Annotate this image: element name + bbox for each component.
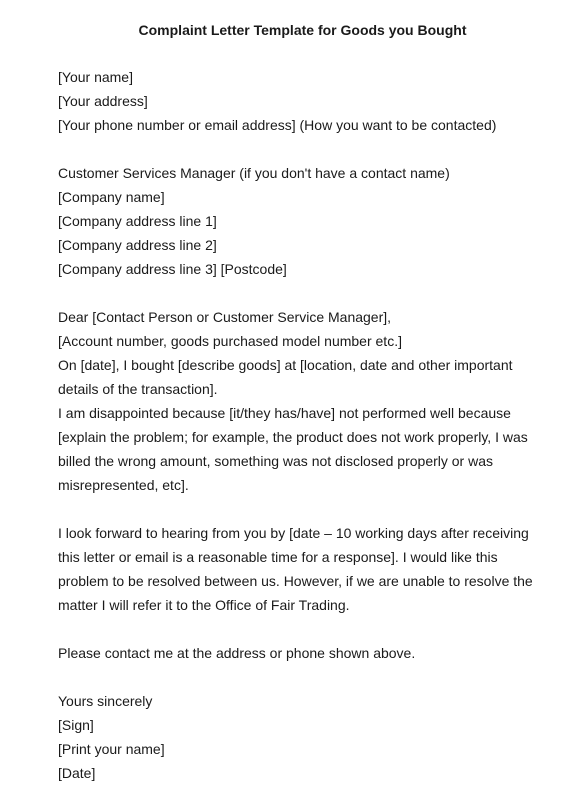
salutation: Dear [Contact Person or Customer Service Manager], xyxy=(58,309,392,325)
complaint-block xyxy=(58,305,578,497)
letter-body xyxy=(58,65,578,809)
purchase-details-line: details of the transaction]. xyxy=(58,381,218,397)
sender-block xyxy=(58,65,578,137)
problem-description-line: billed the wrong amount, something was not disclosed properly or was xyxy=(58,453,494,469)
purchase-details-line: On [date], I bought [describe goods] at [location, date and other important xyxy=(58,357,513,373)
sender-address: [Your address] xyxy=(58,93,148,109)
request-line: problem to be resolved between us. However, if we are unable to resolve the xyxy=(58,573,533,589)
contact-line: Please contact me at the address or phone shown above. xyxy=(58,645,416,661)
problem-description-line: [explain the problem; for example, the product does not work properly, I was xyxy=(58,429,528,445)
recipient-title: Customer Services Manager (if you don't have a contact name) xyxy=(58,165,450,181)
recipient-block xyxy=(58,161,578,281)
account-reference: [Account number, goods purchased model number etc.] xyxy=(58,333,402,349)
contact-block xyxy=(58,641,578,665)
sender-name: [Your name] xyxy=(58,69,133,85)
request-line: I look forward to hearing from you by [date – 10 working days after receiving xyxy=(58,525,529,541)
request-line: matter I will refer it to the Office of Fair Trading. xyxy=(58,597,350,613)
recipient-address-2: [Company address line 2] xyxy=(58,237,217,253)
problem-description-line: I am disappointed because [it/they has/have] not performed well because xyxy=(58,405,511,421)
date-placeholder: [Date] xyxy=(58,765,96,781)
closing-block xyxy=(58,689,578,785)
recipient-address-1: [Company address line 1] xyxy=(58,213,217,229)
closing-phrase: Yours sincerely xyxy=(58,693,153,709)
request-line: this letter or email is a reasonable time for a response]. I would like this xyxy=(58,549,498,565)
request-block xyxy=(58,521,578,617)
recipient-address-3: [Company address line 3] [Postcode] xyxy=(58,261,287,277)
signature-placeholder: [Sign] xyxy=(58,717,94,733)
recipient-company: [Company name] xyxy=(58,189,165,205)
sender-contact: [Your phone number or email address] (How you want to be contacted) xyxy=(58,117,497,133)
problem-description-line: misrepresented, etc]. xyxy=(58,477,189,493)
letter-title: Complaint Letter Template for Goods you Bought xyxy=(138,22,467,38)
printed-name-placeholder: [Print your name] xyxy=(58,741,165,757)
